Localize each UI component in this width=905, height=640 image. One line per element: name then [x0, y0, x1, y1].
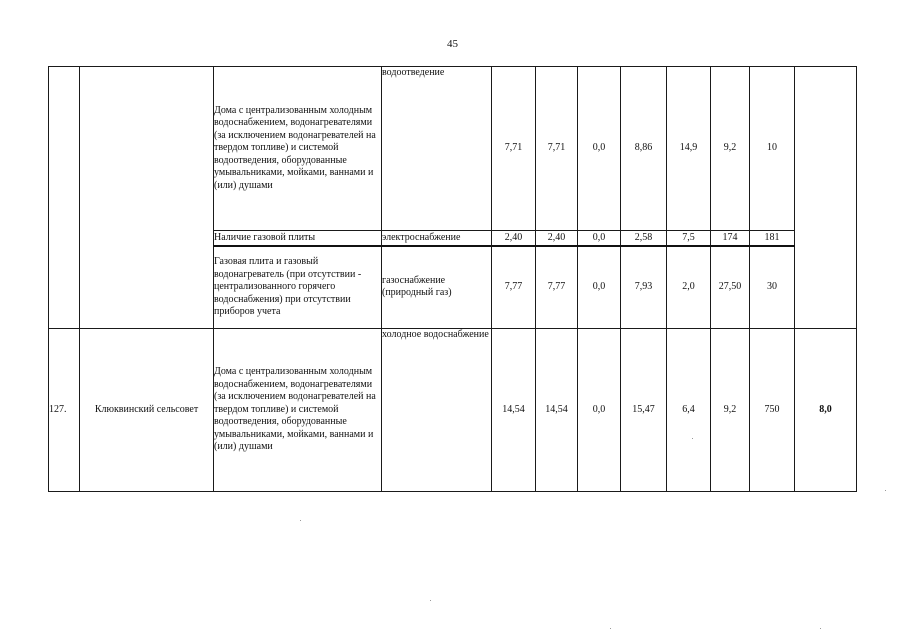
- table-row: [49, 329, 857, 492]
- page-number: 45: [447, 38, 458, 50]
- tariff-table: [48, 66, 857, 492]
- value-cell: 174: [711, 231, 750, 246]
- value-cell: 7,5: [667, 231, 711, 246]
- scan-speck: [610, 628, 611, 629]
- scan-speck: [430, 600, 431, 601]
- utility-cell: водоотведение: [382, 67, 492, 231]
- value-cell: 0,0: [578, 246, 621, 329]
- value-cell: 0,0: [578, 67, 621, 231]
- description-cell: Газовая плита и газовый водонагреватель (при отсутствии - централизованного горячего водоснабжения) при отсутствии приборов учета: [214, 246, 382, 329]
- value-cell: 181: [750, 231, 795, 246]
- value-cell: 750: [750, 329, 795, 492]
- value-cell: 27,50: [711, 246, 750, 329]
- last-value-cell: [795, 67, 857, 329]
- settlement-cell: [80, 67, 214, 329]
- last-value-cell: 8,0: [795, 329, 857, 492]
- description-cell: Дома с централизованным холодным водоснабжением, водонагревателями (за исключением водонагревателей на твердом топливе) и системой водоотведения, оборудованные умывальниками, мойками, ваннами и (или) душами: [214, 67, 382, 231]
- value-cell: 10: [750, 67, 795, 231]
- value-cell: 14,9: [667, 67, 711, 231]
- value-cell: 30: [750, 246, 795, 329]
- value-cell: 0,0: [578, 329, 621, 492]
- value-cell: 2,40: [492, 231, 536, 246]
- value-cell: 7,77: [536, 246, 578, 329]
- utility-cell: холодное водоснабжение: [382, 329, 492, 492]
- table-row: [49, 67, 857, 231]
- scan-speck: [885, 490, 886, 491]
- value-cell: 9,2: [711, 67, 750, 231]
- value-cell: 15,47: [621, 329, 667, 492]
- value-cell: 2,40: [536, 231, 578, 246]
- value-cell: 6,4: [667, 329, 711, 492]
- value-cell: 7,93: [621, 246, 667, 329]
- row-number-cell: 127.: [49, 329, 80, 492]
- description-cell: Наличие газовой плиты: [214, 231, 382, 246]
- utility-cell: электроснабжение: [382, 231, 492, 246]
- value-cell: 2,58: [621, 231, 667, 246]
- value-cell: 14,54: [536, 329, 578, 492]
- value-cell: 9,2: [711, 329, 750, 492]
- scan-speck: [300, 520, 301, 521]
- value-cell: 2,0: [667, 246, 711, 329]
- row-number-cell: [49, 67, 80, 329]
- value-cell: 7,71: [536, 67, 578, 231]
- value-cell: 0,0: [578, 231, 621, 246]
- value-cell: 14,54: [492, 329, 536, 492]
- utility-cell: газоснабжение (природный газ): [382, 246, 492, 329]
- scan-speck: [820, 628, 821, 629]
- scan-speck: [692, 438, 693, 439]
- description-cell: Дома с централизованным холодным водоснабжением, водонагревателями (за исключением водонагревателей на твердом топливе) и системой водоотведения, оборудованные умывальниками, мойками, ваннами и (или) душами: [214, 329, 382, 492]
- value-cell: 8,86: [621, 67, 667, 231]
- value-cell: 7,71: [492, 67, 536, 231]
- settlement-cell: Клюквинский сельсовет: [80, 329, 214, 492]
- value-cell: 7,77: [492, 246, 536, 329]
